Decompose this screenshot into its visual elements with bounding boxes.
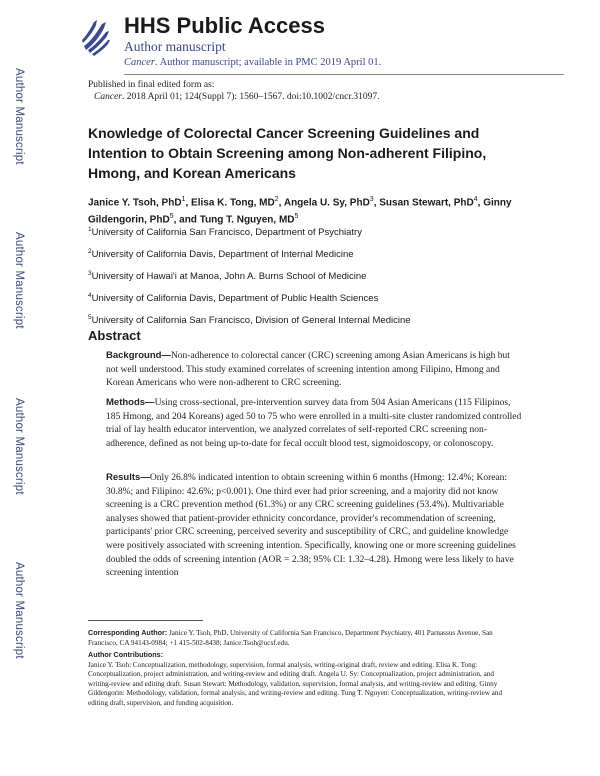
affiliation-item [88, 246, 528, 268]
citation-journal: Cancer [94, 92, 122, 102]
affiliation-text: University of California Davis, Department of Internal Medicine [91, 249, 354, 261]
author-affil-sup: 4 [473, 196, 478, 203]
author-manuscript-label: Author manuscript [124, 39, 226, 54]
author-separator: , [185, 197, 192, 209]
author-list [88, 193, 528, 228]
affiliation-text: University of California San Francisco, Department of Psychiatry [91, 227, 362, 239]
affiliation-item [88, 290, 528, 312]
methods-text: Using cross-sectional, pre-intervention survey data from 504 Asian Americans (115 Filipinos, 185 Hmong, and 204 Koreans) aged 50 to 75 who were enrolled in a multi-site cluster randomized controlled trial of lay health educator intervention, we analyzed correlates of self-reported CRC screening non-adherence, defined as not being up-to-date for fecal occult blood test, sigmoidoscopy, or colonoscopy. [106, 398, 522, 449]
affiliation-item [88, 312, 528, 334]
side-label-author-manuscript: Author Manuscript [13, 68, 25, 165]
affiliation-number: 5 [88, 314, 92, 321]
citation [88, 91, 380, 103]
abstract-background [106, 349, 522, 391]
affiliation-number: 1 [88, 226, 92, 233]
hhs-public-access-title: HHS Public Access [124, 13, 325, 38]
author-name: Ginny Gildengorin, PhD [88, 197, 512, 226]
author-separator: , [477, 197, 484, 209]
affiliation-number: 4 [88, 292, 92, 299]
abstract-results [106, 471, 522, 581]
affiliation-number: 2 [88, 248, 92, 255]
side-label-author-manuscript: Author Manuscript [13, 398, 25, 495]
results-label: Results— [106, 472, 150, 483]
hhs-logo-icon [80, 16, 112, 60]
affiliation-text: University of California Davis, Department of Public Health Sciences [91, 293, 379, 305]
author-name: Janice Y. Tsoh, PhD [88, 197, 182, 209]
journal-availability [124, 55, 564, 70]
author-separator: , [373, 197, 380, 209]
affiliation-text: University of Hawai'i at Manoa, John A. Burns School of Medicine [91, 271, 367, 283]
author-name: Susan Stewart, PhD [379, 197, 474, 209]
background-text: Non-adherence to colorectal cancer (CRC) screening among Asian Americans is high but not well understood. This study examined correlates of screening intention among Filipino, Hmong and Korean Americans who were non-adherent to CRC screening. [106, 351, 510, 389]
author-contributions-text: Janice Y. Tsoh: Conceptualization, methodology, supervision, formal analysis, writing-original draft, review and editing. Elisa K. Tong: Conceptualization, project administration, and writing-review and editing draft. Angela U. Sy: Conceptualization, project administration, and writing-review and editing draft. Susan Stewart: Methodology, validation, supervision, formal analysis, and writing-review and editing. Ginny Gildengorin: Methodology, validation, formal analysis, and writing-review and editing. Tung T. Nguyen: Conceptualization, writing-review and editing draft, supervision, and funding acquisition. [88, 660, 503, 707]
abstract-methods [106, 396, 522, 451]
affiliation-item [88, 268, 528, 290]
results-text: Only 26.8% indicated intention to obtain screening within 6 months (Hmong: 12.4%; Korean: 30.8%; and Filipino: 42.6%; p<0.001). One third ever had prior screening, and a majority did not know screening is a CRC prevention method (61.3%) or any CRC screening guidelines (53.4%). Multivariable analyses showed that patient-provider ethnicity concordance, provider's recommendation of screening, participants' prior CRC screening, perceived severity and susceptibility of CRC, and guideline knowledge were positively associated with screening intention. Specifically, knowing one or more screening guidelines doubled the odds of screening intention (AOR = 2.38; 95% CI: 1.32–4.28). Hmong were less likely to have screening intention [106, 473, 516, 579]
affiliation-text: University of California San Francisco, Division of General Internal Medicine [91, 315, 411, 327]
article-title: Knowledge of Colorectal Cancer Screening Guidelines and Intention to Obtain Screening among Non-adherent Filipino, Hmong, and Korean Americans [88, 125, 487, 181]
methods-label: Methods— [106, 397, 155, 408]
affiliation-number: 3 [88, 270, 92, 277]
author-affil-sup: 5 [294, 213, 299, 221]
author-separator: , and [173, 214, 200, 226]
background-label: Background— [106, 350, 171, 361]
published-in-label: Published in final edited form as: [88, 80, 215, 90]
author-affil-sup: 1 [181, 196, 186, 203]
journal-status: . Author manuscript; available in PMC 2019 April 01. [154, 57, 382, 68]
affiliations [88, 224, 528, 334]
author-name: Angela U. Sy, PhD [283, 197, 370, 209]
publication-info [88, 79, 380, 103]
corresponding-author-text: Janice Y. Tsoh, PhD, University of California San Francisco, Department Psychiatry, 401 Parnassus Avenue, San Francisco, CA 94143-0984; +1 415-502-8438; Janice.Tsoh@ucsf.edu. [88, 629, 493, 647]
author-affil-sup: 2 [274, 196, 279, 203]
author-affil-sup: 3 [369, 196, 374, 203]
author-separator: , [278, 197, 284, 209]
author-contributions-label: Author Contributions: [88, 650, 164, 659]
abstract-heading: Abstract [88, 328, 141, 343]
journal-name: Cancer [124, 57, 155, 68]
corresponding-author-note [88, 628, 518, 648]
author-name: Tung T. Nguyen, MD [199, 214, 295, 226]
affiliation-item [88, 224, 528, 246]
side-label-author-manuscript: Author Manuscript [13, 232, 25, 329]
citation-details: . 2018 April 01; 124(Suppl 7): 1560–1567. doi:10.1002/cncr.31097. [121, 92, 380, 102]
author-affil-sup: 5 [169, 213, 174, 221]
author-contributions-note [88, 650, 518, 709]
masthead [124, 14, 564, 75]
corresponding-author-label: Corresponding Author: [88, 628, 168, 637]
footnote-divider [88, 620, 203, 621]
side-label-author-manuscript: Author Manuscript [13, 562, 25, 659]
author-name: Elisa K. Tong, MD [191, 197, 275, 209]
